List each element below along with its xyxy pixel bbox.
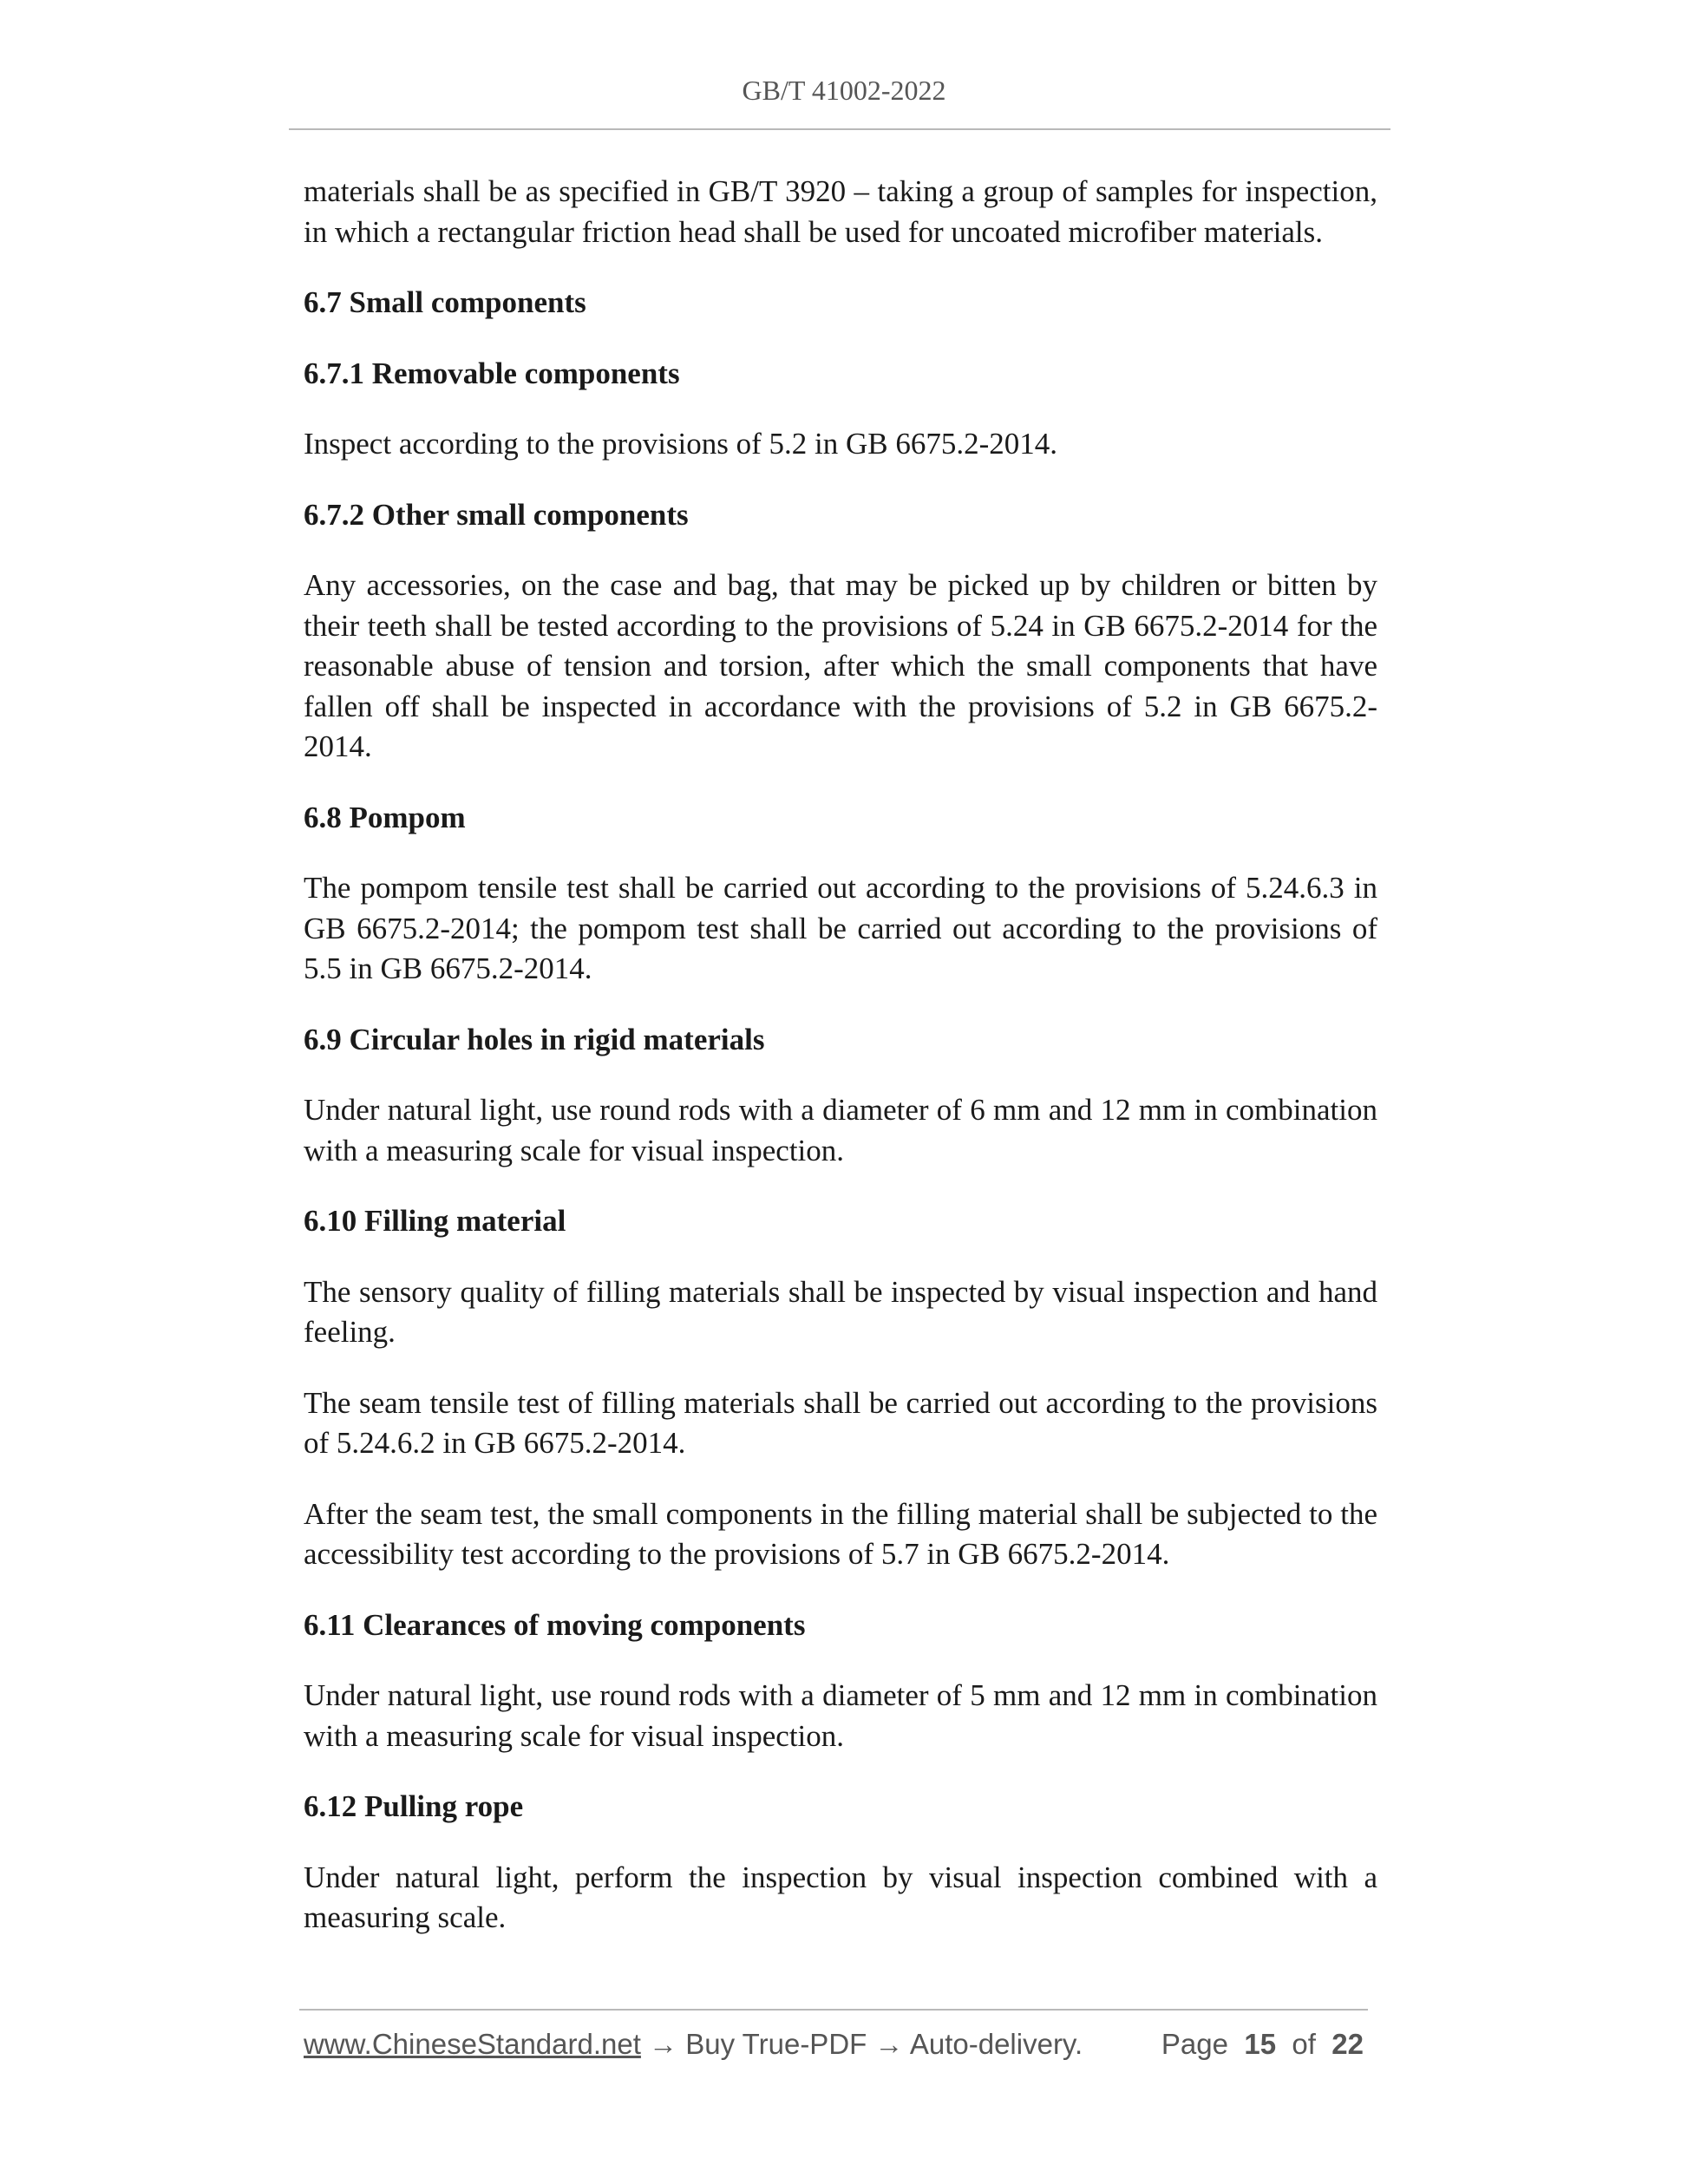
- paragraph-6-7-2: Any accessories, on the case and bag, that may be picked up by children or bitten by their teeth shall be tested according to the provisions of 5.24 in GB 6675.2-2014 for the reasonable abuse of tension and torsion, after which the small components that have fallen off shall be inspected in accordance with the provisions of 5.2 in GB 6675.2-2014.: [304, 568, 1377, 763]
- buy-true-pdf-text: Buy True-PDF: [685, 2028, 867, 2060]
- paragraph-6-10-b: The seam tensile test of filling materials shall be carried out according to the provisions of 5.24.6.2 in GB 6675.2-2014.: [304, 1385, 1377, 1460]
- heading-6-8: 6.8 Pompom: [304, 800, 466, 834]
- paragraph-6-7-1: Inspect according to the provisions of 5.2 in GB 6675.2-2014.: [304, 427, 1058, 461]
- heading-6-9: 6.9 Circular holes in rigid materials: [304, 1022, 765, 1056]
- website-link[interactable]: www.ChineseStandard.net: [304, 2028, 641, 2060]
- arrow-right-icon: →: [649, 2028, 678, 2060]
- document-code: GB/T 41002-2022: [742, 75, 946, 106]
- paragraph-intro: materials shall be as specified in GB/T 3920 – taking a group of samples for inspection, in which a rectangular friction head shall be used for uncoated microfiber materials.: [304, 174, 1377, 249]
- page-label: Page: [1161, 2028, 1228, 2060]
- heading-6-11: 6.11 Clearances of moving components: [304, 1607, 806, 1642]
- paragraph-6-9: Under natural light, use round rods with a diameter of 6 mm and 12 mm in combination with a measuring scale for visual inspection.: [304, 1093, 1377, 1167]
- paragraph-6-8: The pompom tensile test shall be carried out according to the provisions of 5.24.6.3 in GB 6675.2-2014; the pompom test shall be carried out according to the provisions of 5.5 in GB 6675.2-2014.: [304, 871, 1377, 985]
- heading-6-7: 6.7 Small components: [304, 285, 586, 319]
- page-number: [1161, 2028, 1364, 2061]
- page-total: 22: [1331, 2028, 1364, 2060]
- of-label: of: [1292, 2028, 1316, 2060]
- paragraph-6-10-c: After the seam test, the small components in the filling material shall be subjected to the accessibility test according to the provisions of 5.7 in GB 6675.2-2014.: [304, 1496, 1377, 1571]
- page-footer: [304, 2028, 1371, 2066]
- heading-6-7-2: 6.7.2 Other small components: [304, 497, 689, 532]
- heading-6-12: 6.12 Pulling rope: [304, 1789, 524, 1823]
- heading-6-7-1: 6.7.1 Removable components: [304, 356, 680, 390]
- heading-6-10: 6.10 Filling material: [304, 1204, 566, 1238]
- footer-divider: [299, 2009, 1368, 2011]
- arrow-right-icon: →: [874, 2028, 904, 2060]
- page-content: [304, 172, 1377, 1969]
- footer-promo: [304, 2028, 1083, 2061]
- header-divider: [289, 128, 1390, 130]
- auto-delivery-text: Auto-delivery.: [909, 2028, 1083, 2060]
- paragraph-6-10-a: The sensory quality of filling materials shall be inspected by visual inspection and hand feeling.: [304, 1274, 1377, 1349]
- paragraph-6-11: Under natural light, use round rods with a diameter of 5 mm and 12 mm in combination with a measuring scale for visual inspection.: [304, 1678, 1377, 1753]
- paragraph-6-12: Under natural light, perform the inspection by visual inspection combined with a measuring scale.: [304, 1860, 1377, 1934]
- page-current: 15: [1244, 2028, 1277, 2060]
